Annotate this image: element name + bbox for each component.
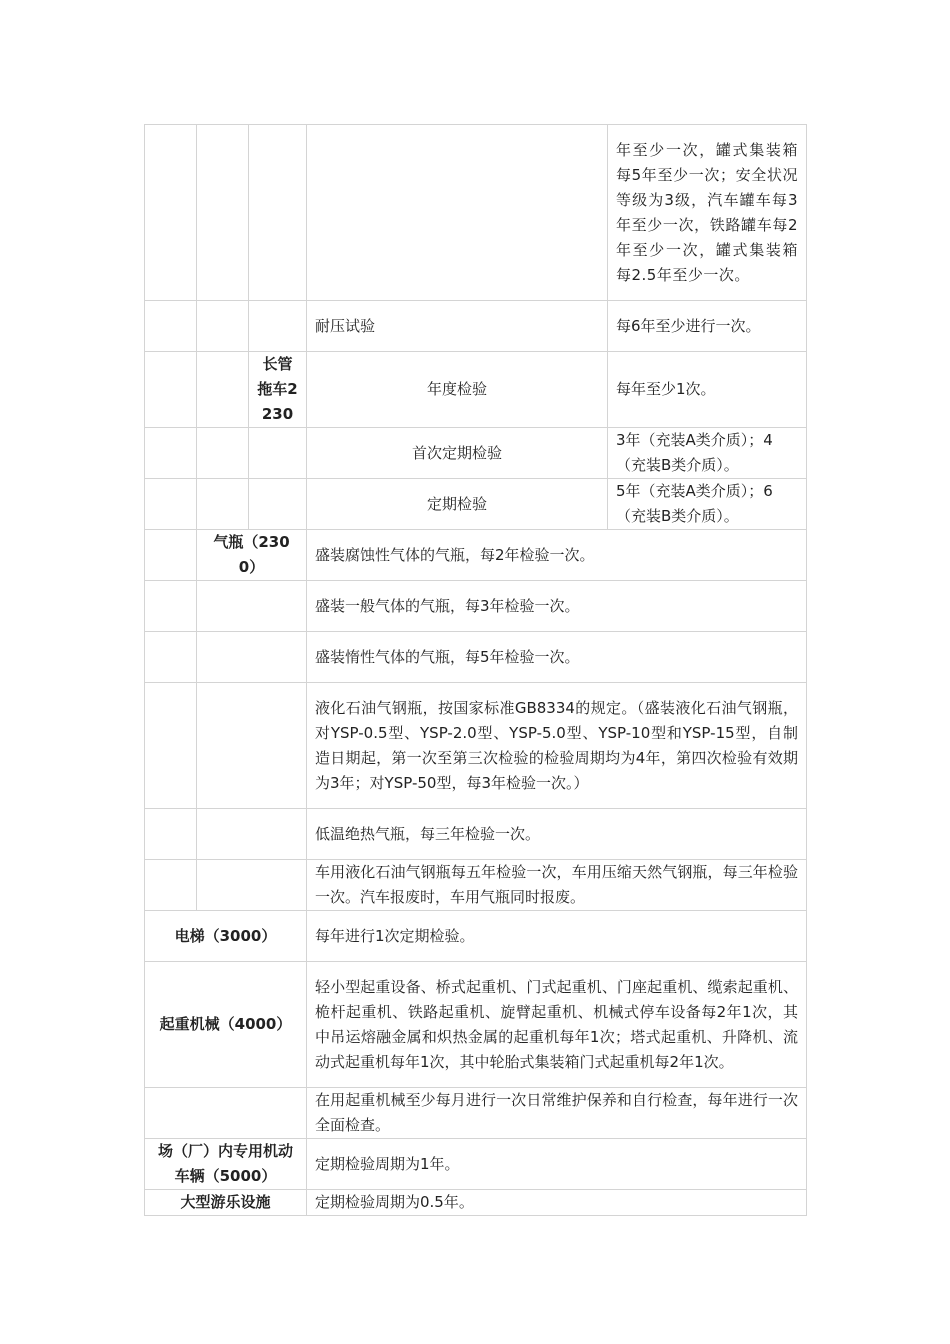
long-tube-annual-period: 每年至少1次。 (608, 352, 807, 428)
table-row (145, 352, 807, 428)
cylinder-category: 气瓶（2300） (197, 530, 307, 581)
table-row (145, 1190, 807, 1216)
crane-period: 轻小型起重设备、桥式起重机、门式起重机、门座起重机、缆索起重机、桅杆起重机、铁路起重机、旋臂起重机、机械式停车设备每2年1次，其中吊运熔融金属和炽热金属的起重机每年1次；塔式起重机、升降机、流动式起重机每年1次，其中轮胎式集装箱门式起重机每2年1次。 (307, 962, 807, 1088)
long-tube-first-name: 首次定期检验 (307, 428, 608, 479)
table-row (145, 581, 807, 632)
table-row (145, 860, 807, 911)
elevator-category: 电梯（3000） (145, 911, 307, 962)
amusement-period: 定期检验周期为0.5年。 (307, 1190, 807, 1216)
vehicle-category: 场（厂）内专用机动车辆（5000） (145, 1139, 307, 1190)
cylinder-item: 低温绝热气瓶，每三年检验一次。 (307, 809, 807, 860)
long-tube-periodic-name: 定期检验 (307, 479, 608, 530)
long-tube-category: 长管拖车2230 (249, 352, 307, 428)
long-tube-first-period: 3年（充装A类介质）；4（充装B类介质）。 (608, 428, 807, 479)
table-row (145, 125, 807, 301)
table-row (145, 962, 807, 1088)
table-row (145, 1139, 807, 1190)
table-row (145, 632, 807, 683)
table-row (145, 1088, 807, 1139)
crane-maintenance: 在用起重机械至少每月进行一次日常维护保养和自行检查，每年进行一次全面检查。 (307, 1088, 807, 1139)
inspection-period-table (144, 124, 807, 1216)
vehicle-period: 定期检验周期为1年。 (307, 1139, 807, 1190)
table-row (145, 530, 807, 581)
table-row (145, 683, 807, 809)
amusement-category: 大型游乐设施 (145, 1190, 307, 1216)
table-row (145, 809, 807, 860)
long-tube-annual-name: 年度检验 (307, 352, 608, 428)
table-row (145, 479, 807, 530)
long-tube-periodic-period: 5年（充装A类介质）；6（充装B类介质）。 (608, 479, 807, 530)
cylinder-item: 盛装惰性气体的气瓶，每5年检验一次。 (307, 632, 807, 683)
pressure-test-name: 耐压试验 (307, 301, 608, 352)
cylinder-item: 盛装一般气体的气瓶，每3年检验一次。 (307, 581, 807, 632)
elevator-period: 每年进行1次定期检验。 (307, 911, 807, 962)
table-row (145, 428, 807, 479)
table-row (145, 301, 807, 352)
table-row (145, 911, 807, 962)
cylinder-item: 车用液化石油气钢瓶每五年检验一次，车用压缩天然气钢瓶，每三年检验一次。汽车报废时，车用气瓶同时报废。 (307, 860, 807, 911)
tank-period-continued: 年至少一次，罐式集装箱每5年至少一次；安全状况等级为3级，汽车罐车每3年至少一次，铁路罐车每2年至少一次，罐式集装箱每2.5年至少一次。 (608, 125, 807, 301)
cylinder-item: 液化石油气钢瓶，按国家标准GB8334的规定。（盛装液化石油气钢瓶，对YSP-0.5型、YSP-2.0型、YSP-5.0型、YSP-10型和YSP-15型，自制造日期起，第一次至第三次检验的检验周期均为4年，第四次检验有效期为3年；对YSP-50型，每3年检验一次。） (307, 683, 807, 809)
pressure-test-period: 每6年至少进行一次。 (608, 301, 807, 352)
cylinder-item: 盛装腐蚀性气体的气瓶，每2年检验一次。 (307, 530, 807, 581)
crane-category: 起重机械（4000） (145, 962, 307, 1088)
